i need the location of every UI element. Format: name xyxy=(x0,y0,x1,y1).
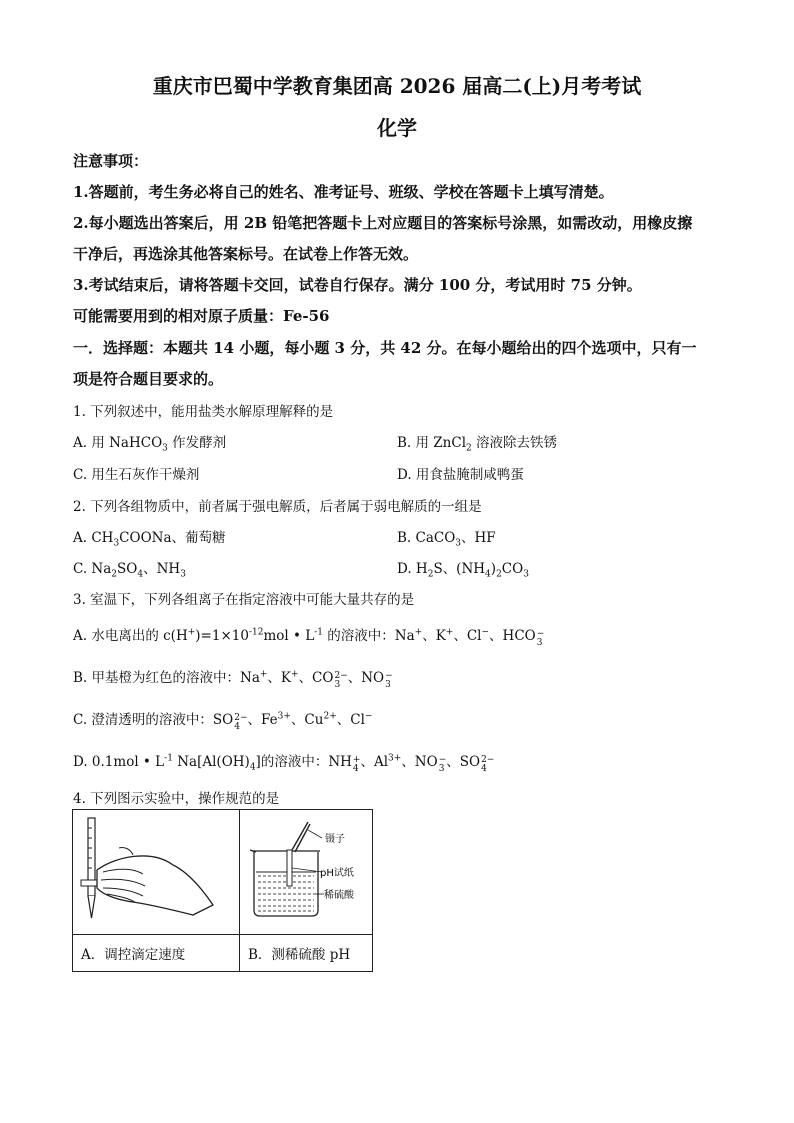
q2-option-a: A. $CH_3COONa$、葡萄糖 xyxy=(73,530,226,549)
note-2a: 2.每小题选出答案后，用 2B 铅笔把答题卡上对应题目的答案标号涂黑，如需改动，用橡皮擦 xyxy=(73,214,693,232)
caption-b: B．测稀硫酸 pH xyxy=(240,935,373,972)
subject-title: 化学 xyxy=(377,116,417,140)
exam-title: 重庆市巴蜀中学教育集团高 2026 届高二(上)月考考试 xyxy=(152,74,642,98)
section1-line2: 项是符合题目要求的。 xyxy=(73,370,224,388)
note-3: 3.考试结束后，请将答题卡交回，试卷自行保存。满分 100 分，考试用时 75 分钟。 xyxy=(73,276,642,294)
q3-option-d: D. 0.1mol • $L^{-1}$ $Na[Al(OH)_4]$的溶液中：NH + 4 、$Al^{3+}$、NO − 3 、SO 2− 4 xyxy=(73,753,495,774)
q2-option-c: C. $Na_2SO_4$、$NH_3$ xyxy=(73,561,186,580)
beaker-ph-illustration xyxy=(240,810,372,930)
q1-option-c: C. 用生石灰作干燥剂 xyxy=(73,467,200,483)
label-dilute-acid: 稀硫酸 xyxy=(324,890,354,901)
q3-option-c: C. 澄清透明的溶液中：SO 2− 4 、$Fe^{3+}$、$Cu^{2+}$、Cl− xyxy=(73,711,373,732)
q3-option-a: A. 水电离出的 $c(H^+)=1\times 10^{-12}mol$ • $L^{-1}$ 的溶液中：Na+、K+、Cl−、HCO − 3 xyxy=(73,627,545,648)
burette-hand-illustration xyxy=(73,810,239,930)
q4-figure-table xyxy=(72,809,373,972)
section1-line1: 一．选择题：本题共 14 小题，每小题 3 分，共 42 分。在每小题给出的四个选项中，只有一 xyxy=(73,339,697,357)
figure-a-cell xyxy=(73,810,240,935)
q3-stem: 3. 室温下，下列各组离子在指定溶液中可能大量共存的是 xyxy=(73,592,415,608)
q2-option-b: B. CaCO$_3$、HF xyxy=(397,530,496,549)
caption-a: A．调控滴定速度 xyxy=(73,935,240,972)
q2-stem: 2. 下列各组物质中，前者属于强电解质，后者属于弱电解质的一组是 xyxy=(73,499,482,515)
note-2b: 干净后，再选涂其他答案标号。在试卷上作答无效。 xyxy=(73,245,419,263)
figure-b-cell xyxy=(240,810,373,935)
q1-stem: 1. 下列叙述中，能用盐类水解原理解释的是 xyxy=(73,404,334,420)
q3-option-b: B. 甲基橙为红色的溶液中：Na+、K+、CO 2− 3 、NO − 3 xyxy=(73,669,393,690)
q1-option-a: A. 用 NaHCO$_3$ 作发酵剂 xyxy=(73,435,227,454)
q1-option-b: B. 用 ZnCl$_2$ 溶液除去铁锈 xyxy=(397,435,558,454)
notes-heading: 注意事项： xyxy=(73,152,149,170)
atomic-mass-note: 可能需要用到的相对原子质量：Fe-56 xyxy=(73,307,330,325)
label-tweezers: 镊子 xyxy=(325,834,345,845)
q2-option-d: D. $H_2S$、$(NH_4)_2CO_3$ xyxy=(397,561,529,580)
q4-stem: 4. 下列图示实验中，操作规范的是 xyxy=(73,791,280,807)
note-1: 1.答题前，考生务必将自己的姓名、准考证号、班级、学校在答题卡上填写清楚。 xyxy=(73,183,614,201)
q1-option-d: D. 用食盐腌制咸鸭蛋 xyxy=(397,467,524,483)
label-ph-paper: pH试纸 xyxy=(320,868,354,879)
